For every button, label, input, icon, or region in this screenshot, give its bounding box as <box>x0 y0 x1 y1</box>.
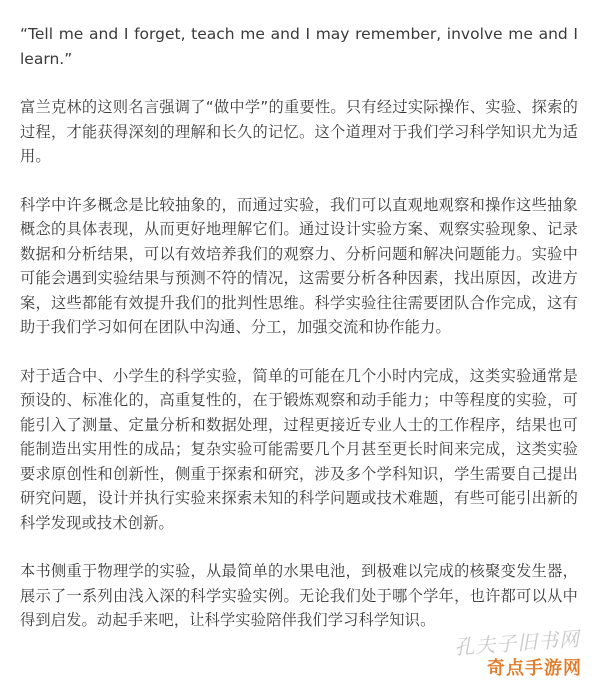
paragraph-gap <box>20 169 578 193</box>
paragraph-gap <box>20 71 578 95</box>
article-body <box>20 22 578 633</box>
paragraph-2: 科学中许多概念是比较抽象的，而通过实验，我们可以直观地观察和操作这些抽象概念的具体表现，从而更好地理解它们。通过设计实验方案、观察实验现象、记录数据和分析结果，可以有效培养我们的观察力、分析问题和解决问题能力。实验中可能会遇到实验结果与预测不符的情况，这需要分析各种因素，找出原因，改进方案，这些都能有效提升我们的批判性思维。科学实验往往需要团队合作完成，这有助于我们学习如何在团队中沟通、分工，加强交流和协作能力。 <box>20 195 578 336</box>
quote-paragraph: “Tell me and I forget, teach me and I may remember, involve me and I learn.” <box>20 25 578 68</box>
paragraph-1: 富兰克林的这则名言强调了“做中学”的重要性。只有经过实际操作、实验、探索的过程，才能获得深刻的理解和长久的记忆。这个道理对于我们学习科学知识尤为适用。 <box>20 98 578 165</box>
paragraph-gap <box>20 340 578 364</box>
paragraph-gap <box>20 535 578 559</box>
watermark-qidian: 奇点手游网 <box>487 658 582 679</box>
paragraph-3: 对于适合中、小学生的科学实验，简单的可能在几个小时内完成，这类实验通常是预设的、标准化的，高重复性的，在于锻炼观察和动手能力；中等程度的实验，可能引入了测量、定量分析和数据处理，过程更接近专业人士的工作程序，结果也可能制造出实用性的成品；复杂实验可能需要几个月甚至更长时间来完成，这类实验要求原创性和创新性，侧重于探索和研究，涉及多个学科知识，学生需要自己提出研究问题，设计并执行实验来探索未知的科学问题或技术难题，有些可能引出新的科学发现或技术创新。 <box>20 366 578 532</box>
paragraph-4: 本书侧重于物理学的实验，从最简单的水果电池，到极难以完成的核聚变发生器，展示了一系列由浅入深的科学实验实例。无论我们处于哪个学年，也许都可以从中得到启发。动起手来吧，让科学实验陪伴我们学习科学知识。 <box>20 562 578 629</box>
watermark-kongfz: 孔夫子旧书网 <box>453 626 581 660</box>
